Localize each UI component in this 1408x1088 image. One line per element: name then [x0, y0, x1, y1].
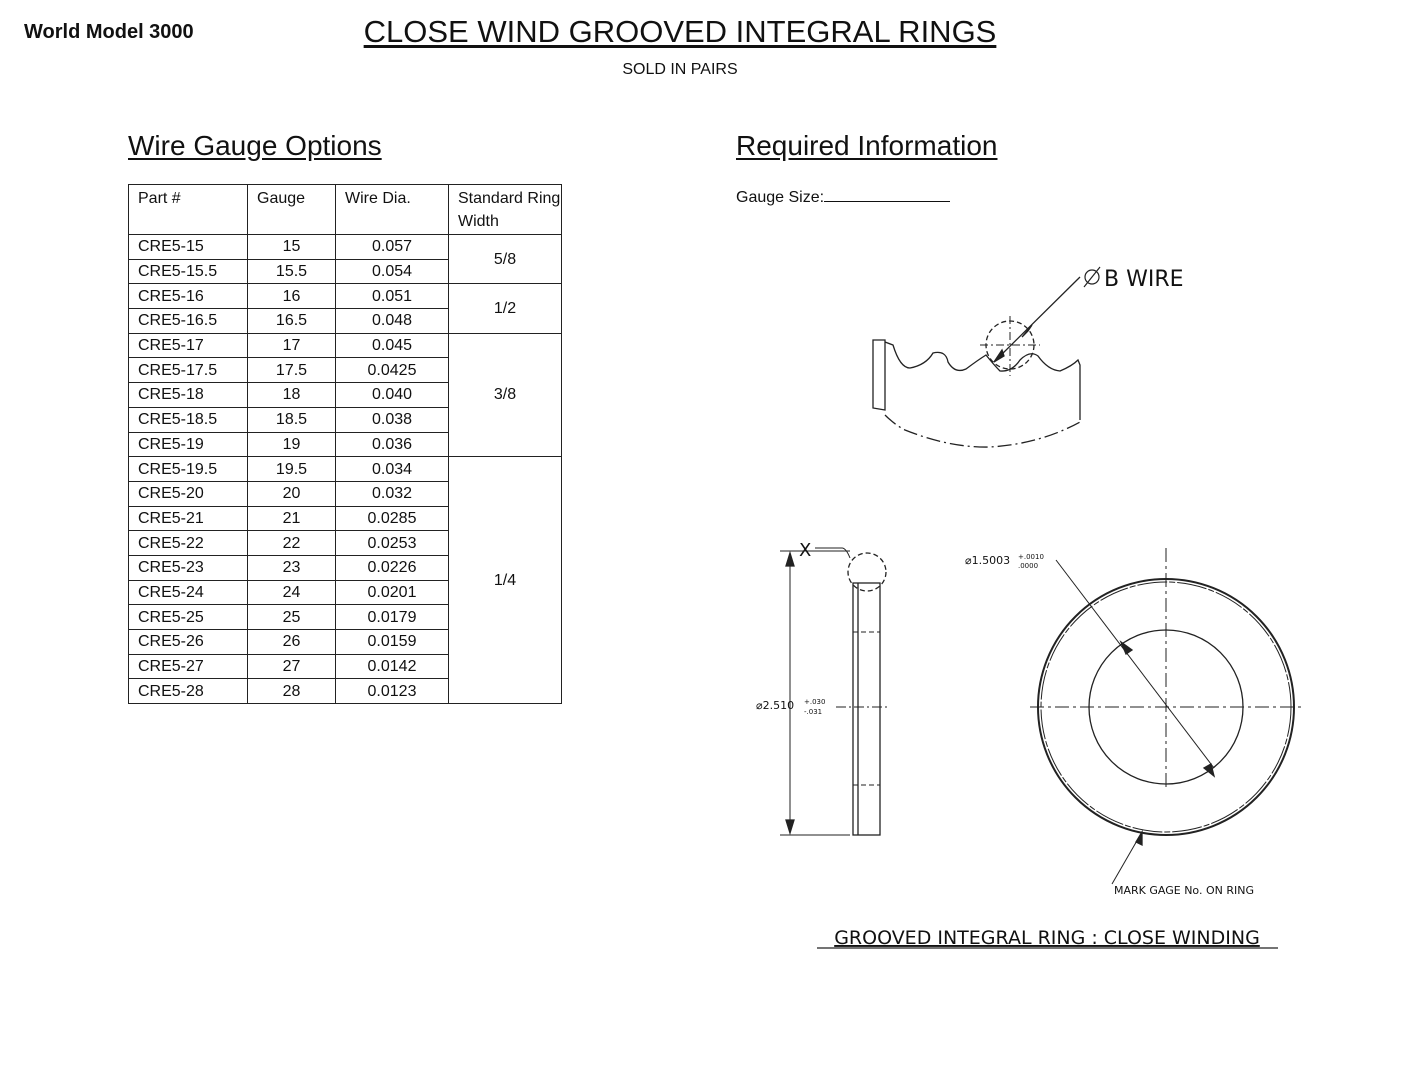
groove-detail — [873, 267, 1184, 447]
wire-dia-cell: 0.051 — [336, 284, 449, 309]
wire-dia-cell: 0.0159 — [336, 630, 449, 655]
part-number-cell: CRE5-27 — [129, 654, 248, 679]
ring-width-cell: 5/8 — [449, 235, 562, 284]
svg-text:⌀2.510 — [756, 699, 794, 712]
gauge-cell: 18.5 — [248, 407, 336, 432]
part-number-cell: CRE5-26 — [129, 630, 248, 655]
groove-profile — [873, 340, 885, 410]
gauge-cell: 22 — [248, 531, 336, 556]
wire-dia-cell: 0.045 — [336, 333, 449, 358]
wire-dia-cell: 0.0123 — [336, 679, 449, 704]
gauge-cell: 15 — [248, 235, 336, 260]
required-info-heading: Required Information — [736, 130, 998, 161]
col-header-ring-width: Standard Ring Width — [449, 185, 562, 235]
page-title: CLOSE WIND GROOVED INTEGRAL RINGS — [363, 14, 997, 49]
part-number-cell: CRE5-17.5 — [129, 358, 248, 383]
part-number-cell: CRE5-16 — [129, 284, 248, 309]
inner-tol-plus: +.0010 — [1018, 553, 1044, 561]
gauge-cell: 15.5 — [248, 259, 336, 284]
outer-dia-symbol: ⌀ — [756, 699, 763, 712]
wire-dia-cell: 0.0142 — [336, 654, 449, 679]
part-number-cell: CRE5-23 — [129, 555, 248, 580]
gauge-cell: 17 — [248, 333, 336, 358]
part-number-cell: CRE5-15 — [129, 235, 248, 260]
wire-dia-cell: 0.0226 — [336, 555, 449, 580]
part-number-cell: CRE5-24 — [129, 580, 248, 605]
gauge-cell: 16.5 — [248, 309, 336, 334]
inner-dia-value: 1.5003 — [971, 554, 1011, 567]
part-number-cell: CRE5-21 — [129, 506, 248, 531]
gauge-size-label: Gauge Size: — [736, 189, 825, 206]
x-label: X — [799, 540, 812, 561]
gauge-cell: 19.5 — [248, 457, 336, 482]
gauge-cell: 26 — [248, 630, 336, 655]
part-number-cell: CRE5-28 — [129, 679, 248, 704]
groove-arc — [885, 415, 1080, 447]
col-header-gauge: Gauge — [248, 185, 336, 235]
gauge-cell: 21 — [248, 506, 336, 531]
front-view — [965, 548, 1302, 897]
gauge-cell: 25 — [248, 605, 336, 630]
wire-dia-cell: 0.0285 — [336, 506, 449, 531]
wire-label: B WIRE — [1104, 267, 1184, 292]
gauge-cell: 24 — [248, 580, 336, 605]
drawing-caption: GROOVED INTEGRAL RING : CLOSE WINDING — [834, 927, 1260, 949]
part-number-cell: CRE5-18.5 — [129, 407, 248, 432]
wire-dia-cell: 0.048 — [336, 309, 449, 334]
wire-dia-cell: 0.0201 — [336, 580, 449, 605]
gauge-cell: 28 — [248, 679, 336, 704]
wire-gauge-heading: Wire Gauge Options — [128, 130, 382, 161]
ring-width-cell: 3/8 — [449, 333, 562, 456]
col-header-wire-dia: Wire Dia. — [336, 185, 449, 235]
ring-width-cell: 1/2 — [449, 284, 562, 333]
inner-dia-symbol: ⌀ — [965, 554, 972, 567]
outer-dia-value: 2.510 — [762, 699, 795, 712]
outer-tol-minus: -.031 — [804, 708, 823, 716]
wire-dia-cell: 0.057 — [336, 235, 449, 260]
wire-dia-cell: 0.0425 — [336, 358, 449, 383]
inner-tol-minus: .0000 — [1018, 562, 1039, 570]
wire-dia-cell: 0.032 — [336, 481, 449, 506]
ring-width-cell: 1/4 — [449, 457, 562, 704]
wire-leader — [994, 277, 1080, 362]
wire-dia-cell: 0.038 — [336, 407, 449, 432]
outer-tol-plus: +.030 — [804, 698, 826, 706]
wire-arrow-2 — [994, 350, 1004, 362]
gauge-cell: 16 — [248, 284, 336, 309]
gauge-cell: 17.5 — [248, 358, 336, 383]
mark-note: MARK GAGE No. ON RING — [1114, 884, 1254, 897]
gauge-cell: 23 — [248, 555, 336, 580]
wire-dia-cell: 0.040 — [336, 383, 449, 408]
part-number-cell: CRE5-15.5 — [129, 259, 248, 284]
part-number-cell: CRE5-19.5 — [129, 457, 248, 482]
wire-dia-cell: 0.0253 — [336, 531, 449, 556]
inner-dim-leader — [1056, 560, 1214, 768]
wire-dia-cell: 0.054 — [336, 259, 449, 284]
side-view — [756, 540, 890, 835]
page-subtitle: SOLD IN PAIRS — [622, 61, 738, 78]
wire-dia-cell: 0.034 — [336, 457, 449, 482]
gauge-cell: 27 — [248, 654, 336, 679]
part-number-cell: CRE5-25 — [129, 605, 248, 630]
part-number-cell: CRE5-18 — [129, 383, 248, 408]
side-ring-body — [853, 583, 880, 835]
col-header-part: Part # — [129, 185, 248, 235]
gauge-cell: 18 — [248, 383, 336, 408]
part-number-cell: CRE5-17 — [129, 333, 248, 358]
part-number-cell: CRE5-19 — [129, 432, 248, 457]
part-number-cell: CRE5-16.5 — [129, 309, 248, 334]
svg-text:⌀1.5003 — [965, 554, 1010, 567]
groove-surface — [885, 342, 1080, 420]
gauge-cell: 19 — [248, 432, 336, 457]
part-number-cell: CRE5-20 — [129, 481, 248, 506]
gauge-cell: 20 — [248, 481, 336, 506]
wire-dia-cell: 0.0179 — [336, 605, 449, 630]
part-number-cell: CRE5-22 — [129, 531, 248, 556]
wire-arrow — [1022, 325, 1032, 337]
wire-dia-cell: 0.036 — [336, 432, 449, 457]
brand-label: World Model 3000 — [24, 21, 194, 43]
